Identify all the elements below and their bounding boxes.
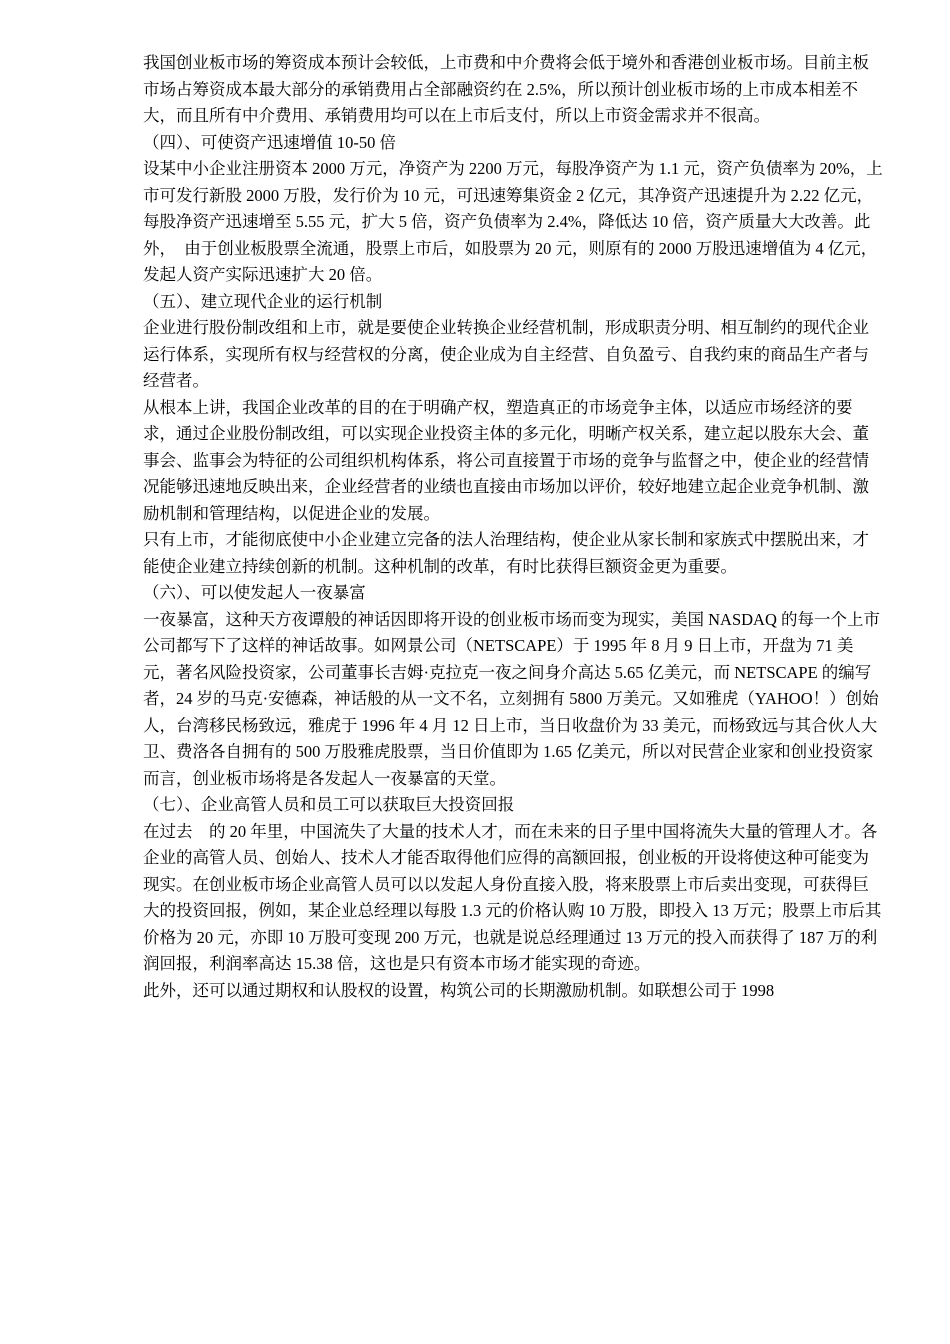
section-heading-4: （四）、可使资产迅速增值 10-50 倍 xyxy=(143,132,396,152)
paragraph-incentive-mechanism: 此外，还可以通过期权和认股权的设置，构筑公司的长期激励机制。如联想公司于 1998 xyxy=(143,980,775,1000)
section-heading-7: （七）、企业高管人员和员工可以获取巨大投资回报 xyxy=(143,795,515,814)
paragraph-executive-returns: 在过去 的 20 年里，中国流失了大量的技术人才，而在未来的日子里中国将流失大量的管理人才。各企业的高管人员、创始人、技术人才能否取得他们应得的高额回报，创业板的开设将使这种可能变为现实。在创业板市场企业高管人员可以以发起人身份直接入股，将来股票上市后卖出变现，可获得巨大的投资回报，例如，某企业总经理以每股 1.3 元的价格认购 10 万股，即投入 13 万元；股票上市后其价格为 20 元，亦即 10 万股可变现 200 万元，也就是说总经理通过 13 万元的投入而获得了 187 万的利润回报，利润率高达 15.38 倍，这也是只有资本市场才能实现的奇迹。 xyxy=(143,821,882,973)
paragraph-operating-mechanism: 企业进行股份制改组和上市，就是要使企业转换企业经营机制，形成职责分明、相互制约的现代企业运行体系，实现所有权与经营权的分离，使企业成为自主经营、自负盈亏、自我约束的商品生产者与经营者。 xyxy=(143,318,869,390)
section-heading-5: （五）、建立现代企业的运行机制 xyxy=(143,291,383,311)
paragraph-asset-appreciation: 设某中小企业注册资本 2000 万元，净资产为 2200 万元，每股净资产为 1.1 元，资产负债率为 20%，上市可发行新股 2000 万股，发行价为 10 元，可迅速筹集资金 2 亿元，其净资产迅速提升为 2.22 亿元，每股净资产迅速增至 5.55 元，扩大 5 倍，资产负债率为 2.4%，降低达 10 倍，资产质量大大改善。此外， 由于创业板股票全流通，股票上市后，如股票为 20 元，则原有的 2000 万股迅速增值为 4 亿元，发起人资产实际迅速扩大 20 倍。 xyxy=(143,159,883,284)
paragraph-enterprise-reform: 从根本上讲，我国企业改革的目的在于明确产权，塑造真正的市场竞争主体，以适应市场经济的要求，通过企业股份制改组，可以实现企业投资主体的多元化，明晰产权关系，建立起以股东大会、董事会、监事会为特征的公司组织机构体系，将公司直接置于市场的竞争与监督之中，使企业的经营情况能够迅速地反映出来，企业经营者的业绩也直接由市场加以评价，较好地建立起企业竞争机制、激励机制和管理结构，以促进企业的发展。 xyxy=(143,397,869,523)
paragraph-listing-cost: 我国创业板市场的筹资成本预计会较低，上市费和中介费将会低于境外和香港创业板市场。目前主板市场占筹资成本最大部分的承销费用占全部融资约在 2.5%，所以预计创业板市场的上市成本相差不大，而且所有中介费用、承销费用均可以在上市后支付，所以上市资金需求并不很高。 xyxy=(143,53,869,125)
section-heading-6: （六）、可以使发起人一夜暴富 xyxy=(143,583,366,602)
paragraph-governance: 只有上市，才能彻底使中小企业建立完备的法人治理结构，使企业从家长制和家族式中摆脱出来，才能使企业建立持续创新的机制。这种机制的改革，有时比获得巨额资金更为重要。 xyxy=(143,530,869,576)
document-body xyxy=(143,50,883,1004)
paragraph-overnight-wealth: 一夜暴富，这种天方夜谭般的神话因即将开设的创业板市场而变为现实，美国 NASDAQ 的每一个上市公司都写下了这样的神话故事。如网景公司（NETSCAPE）于 1995 年 8 月 9 日上市，开盘为 71 美元，著名风险投资家，公司董事长吉姆·克拉克一夜之间身介高达 5.65 亿美元，而 NETSCAPE 的编写者，24 岁的马克·安德森，神话般的从一文不名，立刻拥有 5800 万美元。又如雅虎（YAHOO！）创始人，台湾移民杨致远，雅虎于 1996 年 4 月 12 日上市，当日收盘价为 33 美元，而杨致远与其合伙人大卫、费洛各自拥有的 500 万股雅虎股票，当日价值即为 1.65 亿美元，所以对民营企业家和创业投资家而言，创业板市场将是各发起人一夜暴富的天堂。 xyxy=(143,609,881,788)
